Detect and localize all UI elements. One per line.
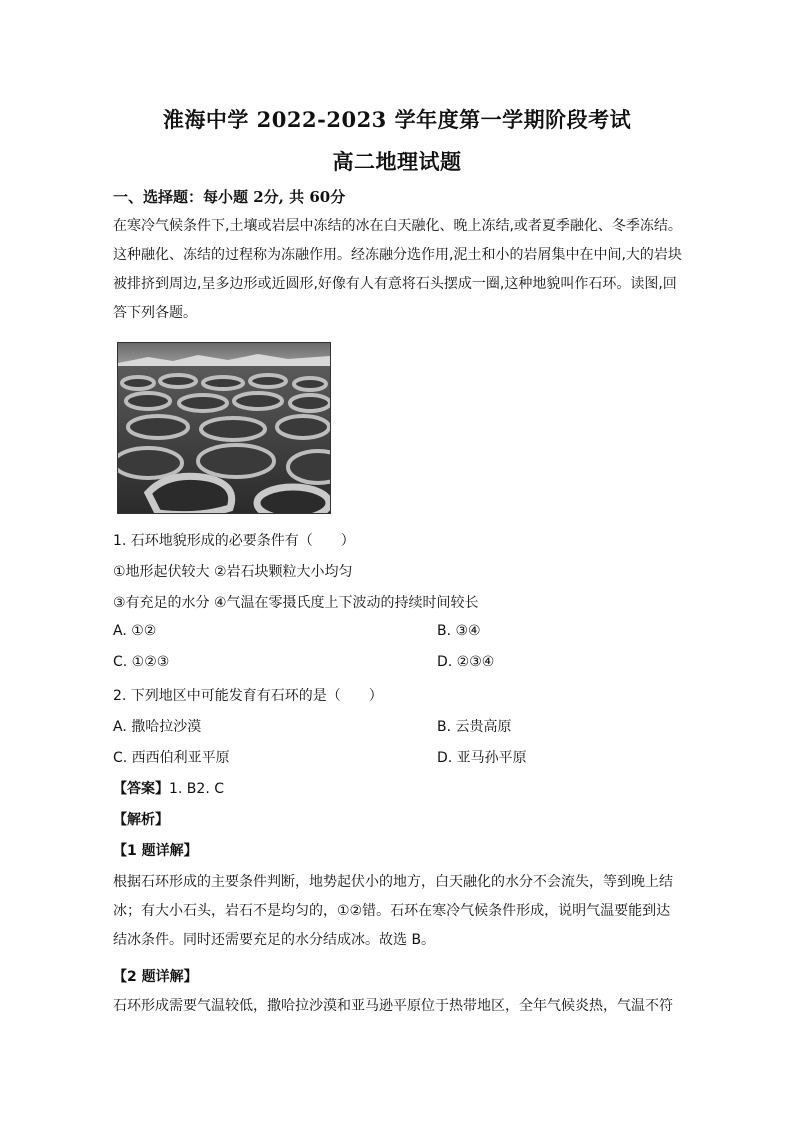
detail-2-text: 石环形成需要气温较低，撒哈拉沙漠和亚马逊平原位于热带地区，全年气候炎热，气温不符	[113, 998, 673, 1014]
question-2-stem: 2. 下列地区中可能发育有石环的是（ ）	[113, 688, 383, 704]
exam-subtitle: 高二地理试题	[332, 149, 462, 174]
question-2-option-d: D. 亚马孙平原	[437, 750, 527, 766]
question-1-stem: 1. 石环地貌形成的必要条件有（ ）	[113, 533, 355, 549]
question-1-option-c: C. ①②③	[113, 654, 170, 670]
stone-ring-photo	[117, 342, 331, 514]
question-2-option-a: A. 撒哈拉沙漠	[113, 719, 202, 735]
question-1-option-d: D. ②③④	[437, 654, 495, 670]
question-1-option-a: A. ①②	[113, 623, 157, 639]
answer-value: 1. B2. C	[169, 781, 224, 797]
section-heading: 一、选择题：每小题 2分, 共 60分	[113, 188, 346, 206]
question-1-items-line1: ①地形起伏较大 ②岩石块颗粒大小均匀	[113, 564, 353, 580]
answer-label: 【答案】	[113, 781, 169, 797]
exam-title: 淮海中学 2022-2023 学年度第一学期阶段考试	[162, 107, 632, 132]
question-2-option-b: B. 云贵高原	[437, 719, 512, 735]
detail-1-text: 根据石环形成的主要条件判断，地势起伏小的地方，白天融化的水分不会流失，等到晚上结冰；有大小石头，岩石不是均匀的，①②错。石环在寒冷气候条件形成，说明气温要能到达结冰条件。同时还需要充足的水分结成冰。故选 B。	[113, 874, 673, 948]
question-1-items-line2: ③有充足的水分 ④气温在零摄氏度上下波动的持续时间较长	[113, 595, 479, 611]
detail-1-label: 【1 题详解】	[113, 843, 198, 859]
stone-ring-illustration	[118, 343, 330, 513]
intro-paragraph: 在寒冷气候条件下,土壤或岩层中冻结的冰在白天融化、晚上冻结,或者夏季融化、冬季冻结。这种融化、冻结的过程称为冻融作用。经冻融分选作用,泥土和小的岩屑集中在中间,大的岩块被排挤到周边,呈多边形或近圆形,好像有人有意将石头摆成一圈,这种地貌叫作石环。读图,回答下列各题。	[113, 218, 682, 321]
question-2-option-c: C. 西西伯利亚平原	[113, 750, 230, 766]
detail-2-label: 【2 题详解】	[113, 969, 198, 985]
analysis-label: 【解析】	[113, 812, 169, 828]
answer-line	[113, 778, 224, 798]
question-1-option-b: B. ③④	[437, 623, 481, 639]
